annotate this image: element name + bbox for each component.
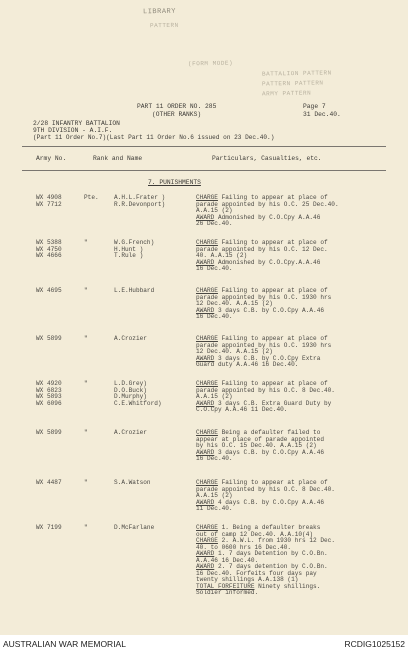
particulars-text: Failing to appear at place of xyxy=(217,380,328,387)
army-number: WX 4908 xyxy=(36,194,62,201)
soldier-name: L.D.Grey) xyxy=(114,380,147,387)
particulars-text: 1. Being a defaulter breaks xyxy=(217,524,321,531)
particulars-label: AWARD xyxy=(196,354,215,362)
soldier-name: A.Crozier xyxy=(114,429,147,436)
particulars-text: out of camp 12 Dec.40. A.A.10(4) xyxy=(196,530,314,538)
order-date: 31 Dec.40. xyxy=(303,111,341,118)
particulars-label: AWARD xyxy=(196,213,215,221)
particulars-text: parade appointed by his O.C. 1930 hrs xyxy=(196,293,332,301)
particulars-label: CHARGE xyxy=(196,479,218,486)
column-army-no: Army No. xyxy=(36,155,67,162)
particulars-label: CHARGE xyxy=(196,537,218,544)
particulars-label: TOTAL FORFEITURE xyxy=(196,582,255,590)
rank: " xyxy=(84,335,88,342)
faint-stamp: ARMY PATTERN xyxy=(261,89,312,98)
header-rule xyxy=(22,170,386,171)
particulars-label: AWARD xyxy=(196,550,215,557)
particulars-text: C.O.Cpy A.A.46 11 Dec.40. xyxy=(196,406,288,413)
army-number: WX 4750 xyxy=(36,245,62,253)
particulars-text: 2. A.W.L. from 1930 hrs 12 Dec. xyxy=(217,537,335,544)
rank: " xyxy=(84,479,88,486)
faint-stamp: (FORM MODE) xyxy=(187,59,234,68)
soldier-name: D.O.Buck) xyxy=(114,386,147,394)
particulars-text: parade appointed by his O.C. 25 Dec.40. xyxy=(196,200,339,208)
particulars-label: AWARD xyxy=(196,498,215,506)
particulars-text: Admonished by C.O.Cpy.A.A.46 xyxy=(214,258,321,266)
particulars-line xyxy=(196,266,233,273)
particulars-text: 3 days C.B. Extra Guard Duty by xyxy=(214,399,332,407)
particulars-label: AWARD xyxy=(196,306,215,314)
order-title: PART 11 ORDER NO. 285 xyxy=(137,103,217,110)
soldier-name: L.E.Hubbard xyxy=(114,287,155,294)
particulars-text: 16 Dec.40. xyxy=(196,455,233,462)
particulars-line xyxy=(196,590,258,597)
particulars-text: 16 Dec.40. xyxy=(196,313,233,320)
particulars-text: 16 Dec.40. xyxy=(196,265,233,272)
particulars-text: Failing to appear at place of xyxy=(217,335,328,342)
particulars-text: Failing to appear at place of xyxy=(217,239,328,246)
soldier-name: R.R.Devonport) xyxy=(114,200,166,208)
particulars-text: appear at place of parade appointed xyxy=(196,435,324,443)
particulars-line xyxy=(196,362,298,369)
soldier-name: A.H.L.Frater ) xyxy=(114,194,166,201)
particulars-text: Failing to appear at place of xyxy=(217,479,328,486)
army-number: WX 5899 xyxy=(36,429,62,436)
particulars-label: AWARD xyxy=(196,399,215,407)
faint-stamp: BATTALION PATTERN xyxy=(261,69,332,78)
particulars-line xyxy=(196,221,233,228)
particulars-text: 3 days C.B. by C.O.Cpy A.A.46 xyxy=(214,306,325,314)
order-subtitle: (OTHER RANKS) xyxy=(152,111,202,118)
particulars-line xyxy=(196,314,233,321)
footer-record-id: RCDIG1025152 xyxy=(344,639,405,649)
army-number: WX 7712 xyxy=(36,200,62,208)
footer-source: AUSTRALIAN WAR MEMORIAL xyxy=(3,639,126,649)
particulars-text: Admonished by C.O.Cpy A.A.46 xyxy=(214,213,321,221)
particulars-text: Failing to appear at place of xyxy=(217,287,328,294)
army-number: WX 7199 xyxy=(36,524,62,531)
soldier-name: S.A.Watson xyxy=(114,479,151,486)
particulars-label: CHARGE xyxy=(196,380,218,387)
particulars-label: CHARGE xyxy=(196,239,218,246)
particulars-text: parade appointed by his O.C. 8 Dec.40. xyxy=(196,485,335,493)
particulars-text: 12 Dec.40. A.A.15 (2) xyxy=(196,348,273,355)
particulars-text: 3 days C.B. by C.O.Cpy Extra xyxy=(214,354,321,362)
particulars-label: AWARD xyxy=(196,258,215,266)
soldier-name: A.Crozier xyxy=(114,335,147,342)
particulars-text: 2. 7 days detention by C.O.Bn. xyxy=(214,563,328,570)
column-rank-name: Rank and Name xyxy=(93,155,143,162)
particulars-text: A.A.15 (2) xyxy=(196,492,233,499)
particulars-text: Being a defaulter failed to xyxy=(217,429,321,436)
rank: " xyxy=(84,524,88,531)
faint-stamp: PATTERN PATTERN xyxy=(261,79,324,88)
particulars-text: parade appointed by his O.C. 8 Dec.40. xyxy=(196,386,335,394)
rank: " xyxy=(84,380,88,387)
particulars-text: A.A.46 16 Dec.40. xyxy=(196,556,259,564)
soldier-name: C.E.Whitford) xyxy=(114,399,162,407)
particulars-label: CHARGE xyxy=(196,287,218,294)
rank: Pte. xyxy=(84,194,99,201)
soldier-name: H.Hunt ) xyxy=(114,245,144,253)
column-particulars: Particulars, Casualties, etc. xyxy=(212,155,322,162)
particulars-text: parade appointed by his O.C. 1930 hrs xyxy=(196,341,332,349)
particulars-line xyxy=(196,506,233,513)
particulars-text: Guard duty A.A.46 16 Dec.40. xyxy=(196,361,299,368)
rank: " xyxy=(84,287,88,294)
particulars-text: Failing to appear at place of xyxy=(217,194,328,201)
order-reference: (Part 11 Order No.7)(Last Part 11 Order No.6 issued on 23 Dec.40.) xyxy=(33,134,275,141)
unit-name: 2/28 INFANTRY BATTALION xyxy=(33,120,120,127)
army-number: WX 5893 xyxy=(36,393,62,400)
rank: " xyxy=(84,239,88,246)
division-name: 9TH DIVISION - A.I.F. xyxy=(33,127,113,134)
particulars-text: by his O.C. 15 Dec.40. A.A.15 (2) xyxy=(196,442,317,449)
particulars-text: 40. to 0600 hrs 16 Dec.40. xyxy=(196,543,292,551)
header-rule xyxy=(22,146,386,147)
particulars-label: CHARGE xyxy=(196,194,218,201)
particulars-text: 26 Dec.40. xyxy=(196,220,233,227)
particulars-label: CHARGE xyxy=(196,335,218,342)
soldier-name: D.Murphy) xyxy=(114,393,147,400)
particulars-text: Ninety shillings. xyxy=(254,582,321,590)
army-number: WX 5899 xyxy=(36,335,62,342)
section-heading: 7. PUNISHMENTS xyxy=(148,179,201,186)
particulars-label: CHARGE xyxy=(196,429,218,436)
particulars-label: CHARGE xyxy=(196,524,218,531)
particulars-text: 16 Dec.40. Forfeits four days pay xyxy=(196,569,317,577)
particulars-label: AWARD xyxy=(196,563,215,570)
top-stamp: LIBRARY xyxy=(142,7,176,17)
soldier-name: W.G.French) xyxy=(114,239,155,246)
particulars-text: Soldier informed. xyxy=(196,589,259,596)
particulars-text: 4 days C.B. by C.O.Cpy A.A.46 xyxy=(214,498,325,506)
particulars-line xyxy=(196,407,287,414)
particulars-text: A.A.15 (2) xyxy=(196,207,233,214)
army-number: WX 4920 xyxy=(36,380,62,387)
army-number: WX 6823 xyxy=(36,386,62,394)
particulars-text: 12 Dec.40. A.A.15 (2) xyxy=(196,300,273,307)
army-number: WX 6096 xyxy=(36,399,62,407)
footer-bar xyxy=(0,635,408,654)
particulars-text: 3 days C.B. by C.O.Cpy A.A.46 xyxy=(214,448,325,456)
army-number: WX 4695 xyxy=(36,287,62,294)
particulars-label: AWARD xyxy=(196,448,215,456)
soldier-name: T.Rule ) xyxy=(114,252,144,259)
rank: " xyxy=(84,429,88,436)
particulars-text: twenty shillings A.A.138 (1) xyxy=(196,576,299,583)
army-number: WX 4666 xyxy=(36,252,62,259)
particulars-text: 1. 7 days Detention by C.O.Bn. xyxy=(214,550,328,557)
particulars-text: A.A.15 (2) xyxy=(196,393,233,400)
faint-stamp: PATTERN xyxy=(149,21,179,30)
soldier-name: D.McFarlane xyxy=(114,524,155,531)
particulars-text: 40. A.A.15 (2) xyxy=(196,252,248,259)
page-label: Page 7 xyxy=(303,103,326,110)
particulars-text: parade appointed by his O.C. 12 Dec. xyxy=(196,245,328,253)
army-number: WX 5388 xyxy=(36,239,62,246)
particulars-line xyxy=(196,456,233,463)
particulars-text: 11 Dec.40. xyxy=(196,505,233,512)
army-number: WX 4487 xyxy=(36,479,62,486)
